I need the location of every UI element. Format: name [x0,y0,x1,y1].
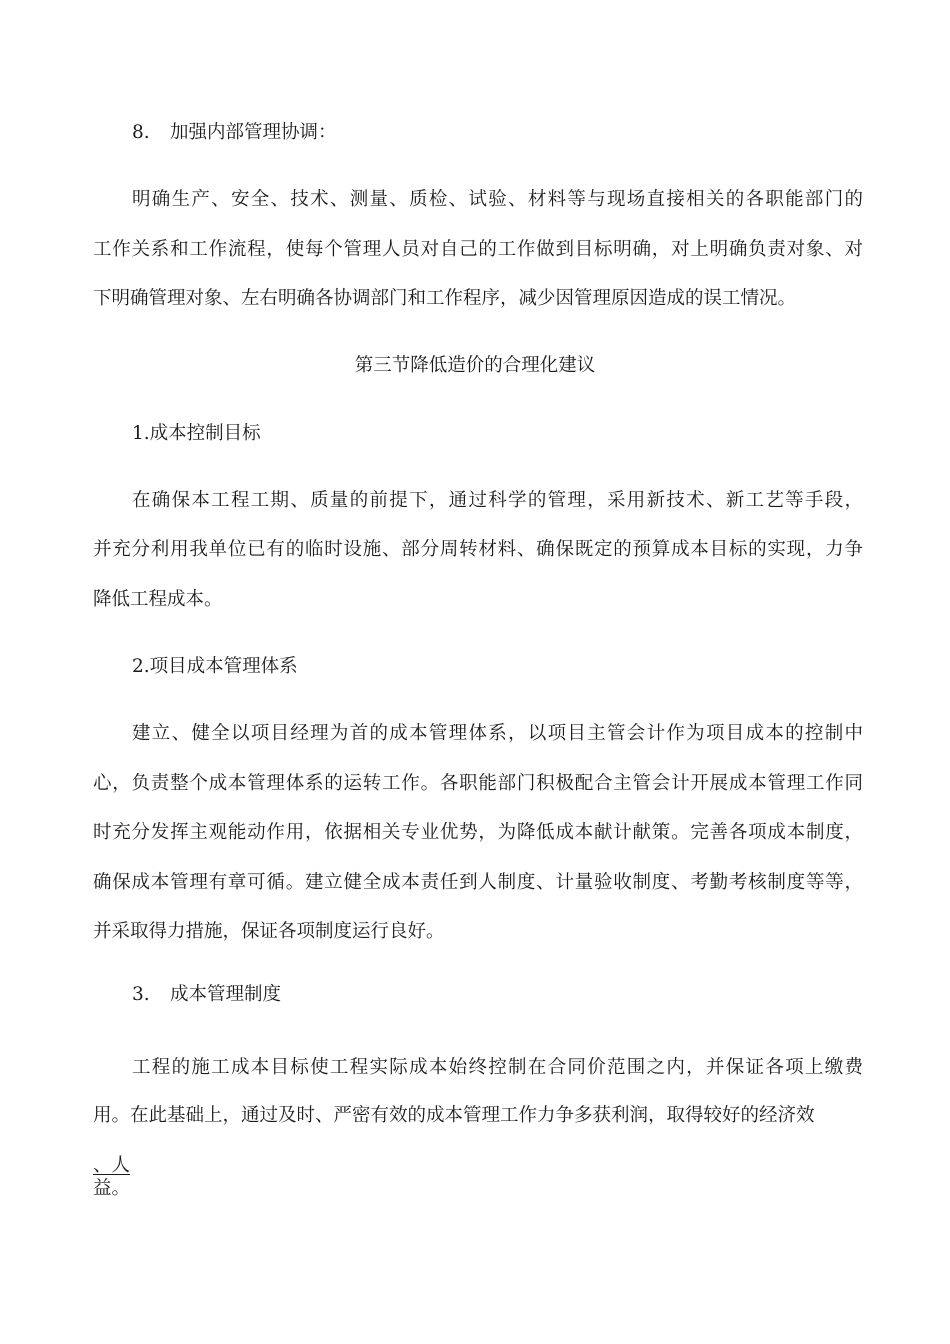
section-8-line-2: 工作关系和工作流程，使每个管理人员对自己的工作做到目标明确，对上明确负责对象、对 [93,239,863,260]
section-2-line-3: 时充分发挥主观能动作用，依据相关专业优势，为降低成本献计献策。完善各项成本制度， [93,822,863,843]
section-2-heading: 2.项目成本管理体系 [132,656,298,677]
section-2-line-1: 建立、健全以项目经理为首的成本管理体系，以项目主管会计作为项目成本的控制中 [132,723,863,744]
section-3-fragment-top: 、人 [93,1155,131,1176]
section-2-line-5: 并采取得力措施，保证各项制度运行良好。 [93,921,445,942]
section-8-heading [132,104,902,162]
section-3-heading [132,966,902,1024]
chapter-title: 第三节降低造价的合理化建议 [354,355,596,376]
section-3-number: 3. [132,984,150,1005]
section-1-heading: 1.成本控制目标 [132,423,261,444]
section-2-line-4: 确保成本管理有章可循。建立健全成本责任到人制度、计量验收制度、考勤考核制度等等， [93,872,863,893]
section-3-title: 成本管理制度 [170,984,282,1005]
section-1-line-1: 在确保本工程工期、质量的前提下，通过科学的管理，采用新技术、新工艺等手段， [132,490,863,511]
section-8-line-1: 明确生产、安全、技术、测量、质检、试验、材料等与现场直接相关的各职能部门的 [132,189,863,210]
section-3-fragment-bottom: 益。 [93,1178,131,1199]
section-1-line-2: 并充分利用我单位已有的临时设施、部分周转材料、确保既定的预算成本目标的实现，力争 [93,539,863,560]
section-8-number: 8. [132,122,150,143]
section-8-title: 加强内部管理协调： [170,122,337,143]
section-2-line-2: 心，负责整个成本管理体系的运转工作。各职能部门积极配合主管会计开展成本管理工作同 [93,773,863,794]
section-3-line-2: 用。在此基础上，通过及时、严密有效的成本管理工作力争多获利润，取得较好的经济效 [93,1105,815,1126]
section-1-line-3: 降低工程成本。 [93,589,223,610]
section-3-line-1: 工程的施工成本目标使工程实际成本始终控制在合同价范围之内，并保证各项上缴费 [132,1057,863,1078]
section-8-line-3: 下明确管理对象、左右明确各协调部门和工作程序，减少因管理原因造成的误工情况。 [93,288,797,309]
